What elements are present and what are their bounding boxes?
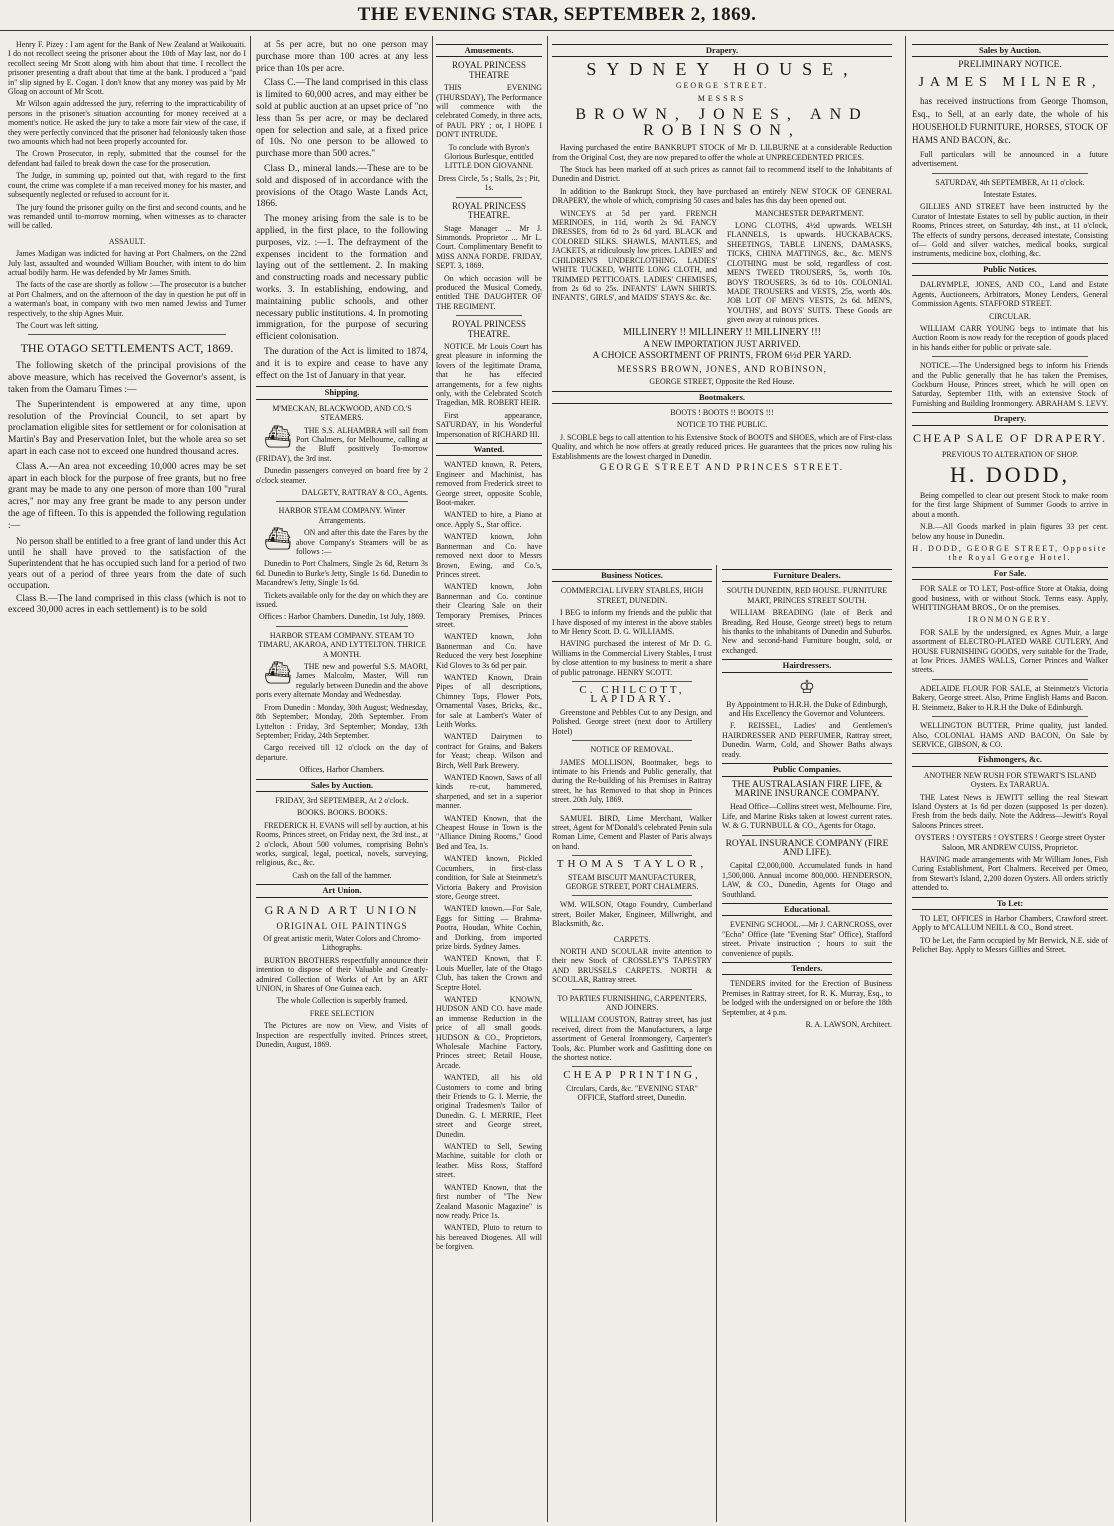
divider (276, 626, 408, 627)
ad-text: ADELAIDE FLOUR FOR SALE, at Steinmetz's Victoria Bakery, George street. Also, Prime English Hams and Bacon. H. Steinmetz, Baker to H.R.H the Duke of Edinburgh. (912, 683, 1108, 712)
ad-signature: DALGETY, RATTRAY & CO., Agents. (301, 487, 428, 497)
ad-text: Dress Circle, 5s ; Stalls, 2s ; Pit, 1s. (438, 173, 540, 193)
ad-text: Tickets available only for the day on which they are issued. (256, 590, 428, 610)
section-heading: Tenders. (722, 962, 892, 975)
steamship-icon: ⛴ (264, 526, 292, 552)
section-heading: Public Companies. (722, 763, 892, 776)
column-rule (905, 36, 906, 1522)
ad-text: TO be Let, the Farm occupied by Mr Berwick, N.E. side of Pelichet Bay. Apply to Messrs Gillies and Street. (912, 935, 1108, 955)
ad-title: H. DODD, (950, 461, 1070, 487)
ad-text: NORTH AND SCOULAR invite attention to their new Stock of CROSSLEY'S TAPESTRY AND BRUSSELS CARPETS. NORTH & SCOULAR, Rattray street. (552, 947, 712, 985)
section-heading: Public Notices. (912, 263, 1108, 276)
ad-subtitle: Intestate Estates. (983, 190, 1037, 200)
ad-title: GRAND ART UNION (264, 902, 420, 917)
ad-text: Full particulars will be announced in a future advertisement. (912, 149, 1108, 169)
ad-title: FREE SELECTION (309, 1008, 375, 1018)
price-list (727, 209, 892, 328)
ad-title: C. CHILCOTT, LAPIDARY. (579, 684, 685, 706)
ad-text: Being compelled to clear out present Stock to make room for the first large Shipment of Summer Goods to arrive in about a month. (912, 490, 1108, 519)
ad-text: On which occasion will be produced the Musical Comedy, entitled THE DAUGHTER OF THE REGIMENT. (436, 273, 542, 311)
divider (572, 855, 692, 856)
price-lists (552, 209, 892, 328)
ad-text: TO LET, OFFICES in Harbor Chambers, Crawford street. Apply to M'CALLUM NEILL & CO., Bond street. (912, 914, 1108, 933)
ad-text: By Appointment to H.R.H. the Duke of Edinburgh, and His Excellency the Governor and Volunteers. (726, 699, 888, 719)
paragraph: The facts of the case are shortly as follow :—The prosecutor is a butcher at Port Chalmers, and on the afternoon of the day in question he put off in a waterman's boat, in company with two men named Jewiss and Turner respectively, to the ship Agnes Muir. (8, 280, 246, 318)
price-list-items: LONG CLOTHS, 4½d upwards. WELSH FLANNELS, 1s upwards. HUCKABACKS, SHEETINGS, TABLE LINENS, DAMASKS, TICKS, CHINA MATTINGS, &c., &c. MEN'S CLOTHING must be sold, regardless of cost. MEN'S TWEED TROUSERS, 5s, worth 10s. BOYS' TROUSERS, 3s 6d to 10s. COLONIAL MADE TROUSERS and VESTS, 25s, worth 40s. JOB LOT OF MEN'S VESTS, 2s 6d. MEN'S, YOUTHS', and BOYS' SUITS. These Goods are given away at ruinous prices. (727, 221, 892, 325)
section-heading: ASSAULT. (108, 236, 146, 246)
divider (932, 173, 1088, 174)
masthead: THE EVENING STAR, SEPTEMBER 2, 1869. (0, 0, 1114, 31)
wanted-ad: WANTED known, John Bannerman and Co. have Reduced the very best Josephine Kid Gloves to 3s 6d per pair. (436, 632, 542, 670)
section-heading: To Let: (912, 897, 1108, 910)
price-list: WINCEYS at 5d per yard. FRENCH MERINOES, in 11d, worth 2s 9d. FANCY DRESSES, from 6d to 2s 6d yard. BLACK and COLORED SILKS. SHAWLS, MANTLES, and JACKETS, at ridiculously low prices. LADIES' and CHILDREN'S UNDERCLOTHING. LADIES' WHITE TUCKED, WHITE LONG CLOTH, and TRIMMED PETTICOATS. LADIES' CHEMISES, from 2s 6d to 25s. INFANTS' LAWN SHIRTS. INFANTS', GIRLS', and MAIDS' STAYS &c. &c. (552, 208, 717, 303)
ad-text: The Stock has been marked off at such prices as cannot fail to recommend itself to the Inhabitants of Dunedin and District. (552, 165, 892, 184)
ad-text: NOTICE. Mr Louis Court has great pleasure in informing the lovers of the legitimate Drama, that he has effected arrangements, for a few nights only, with the Celebrated Scotch Tragedian, MR. ROBERT HEIR. (436, 341, 542, 408)
ad-text: Dunedin passengers conveyed on board free by 2 o'clock steamer. (256, 466, 428, 485)
ad-subtitle: PREVIOUS TO ALTERATION OF SHOP. (942, 449, 1078, 459)
ad-text: Having purchased the entire BANKRUPT STOCK of Mr D. LILBURNE at a considerable Reduction from the Original Cost, they are now prepared to offer the whole at UNPRECEDENTED PRICES. (552, 143, 892, 162)
ad-text: Cargo received till 12 o'clock on the day of departure. (256, 743, 428, 762)
ad-title: CHEAP PRINTING, (563, 1069, 701, 1082)
ad-text: N.B.—All Goods marked in plain figures 33 per cent. below any house in Dunedin. (912, 522, 1108, 541)
ad-subtitle: GEORGE STREET, Opposite the Red House. (649, 377, 795, 387)
ad-text: DALRYMPLE, JONES, AND CO., Land and Estate Agents, Auctioneers, Arbitrators, Money Lenders, General Commission Agents. STAFFORD STREET. (912, 280, 1108, 309)
ad-text: HAVING made arrangements with Mr William Jones, Fish Curing Establishment, Port Chalmers. Received per Omeo, from Stewart's Island, 2,200 dozen Oysters. All orders strictly attended to. (912, 854, 1108, 893)
column-5 (912, 40, 1108, 1520)
ad-title: CHEAP SALE OF DRAPERY. (912, 430, 1108, 445)
column-4b (722, 565, 892, 1520)
ad-text: The whole Collection is superbly framed. (276, 996, 408, 1006)
ad-title: ORIGINAL OIL PAINTINGS (276, 920, 408, 931)
section-heading: For Sale. (912, 567, 1108, 580)
ad-text: NOTICE.—The Undersigned begs to inform his Friends and the Public generally that he has taken the Premises, Cockburn House, Princes street, which he will open on Saturday, September 11th, with an extensive Stock of Furnishing and Building Ironmongery. ABRAHAM S. LEVY. (912, 361, 1108, 408)
paragraph: The Superintendent is empowered at any time, upon resolution of the Provincial Council, to set apart by proclamation eligible sites for settlement or for colonisation at Martin's Bay and Preservation Inlet, but the whole area so set apart in each case not to exceed one hundred thousand acres. (8, 399, 246, 457)
column-rule (716, 565, 717, 1522)
ad-text: WELLINGTON BUTTER, Prime quality, just landed. Also, COLONIAL HAMS AND BACON, On Sale by SERVICE, GIBSON, & CO. (912, 721, 1108, 749)
column-4-top (552, 40, 892, 560)
wanted-ad: WANTED KNOWN, HUDSON AND CO. have made an immense Reduction in the price of all small goods. HUDSON & CO., Proprietors, Wholesale Machine Factory, Princes street; Retail House, Arcade. (436, 994, 542, 1070)
ad-text: FREDERICK H. EVANS will sell by auction, at his Rooms, Princes street, on Friday next, the 3rd inst., at 2 o'clock, About 500 volumes, comprising Bohn's works, surgical, legal, poetical, novels, surveying, religious, &c., &c. (256, 820, 428, 868)
ad-text: ⛴ ON and after this date the Fares by the above Company's Steamers will be as follows :— (256, 528, 428, 556)
section-heading: Wanted. (436, 443, 542, 456)
ad-title: HARBOR STEAM COMPANY. STEAM TO TIMARU, AKAROA, AND LYTTELTON. THRICE A MONTH. (258, 630, 426, 659)
paragraph: The Crown Prosecutor, in reply, submitted that the counsel for the defendant had failed to break down the case for the prosecution. (8, 149, 246, 168)
wanted-ad: WANTED known.—For Sale, Eggs for Sitting — Brahma-Pootra, Houdan, White Cochin, and Dorking, from imported prize birds. Sydney James. (436, 904, 542, 951)
ad-title: ROYAL INSURANCE COMPANY (FIRE AND LIFE). (725, 838, 889, 858)
ad-title: BOOTS ! BOOTS !! BOOTS !!! (670, 407, 774, 417)
ad-text: JAMES MOLLISON, Bootmaker, begs to intimate to his Friends and Public generally, that during the Re-building of his Premises in Rattray street, he has Removed to that shop in Princes street. 20th July, 1869. (552, 757, 712, 805)
ad-text: HAVING purchased the interest of Mr D. G. Williams in the Commercial Livery Stables, I trust by close attention to my business to merit a share of public patronage. HENRY SCOTT. (552, 639, 712, 677)
section-heading: Amusements. (436, 44, 542, 57)
ad-text: WILLIAM BREADING (late of Beck and Breading, Red House, George street) begs to return his thanks to the inhabitants of Dunedin and Suburbs. New and second-hand Furniture bought, sold, or exchanged. (722, 608, 892, 655)
ad-title: HARBOR STEAM COMPANY. Winter Arrangements. (278, 506, 406, 525)
wanted-ad: WANTED, Pluto to return to his bereaved Diogenes. All will be forgiven. (436, 1223, 542, 1252)
wanted-ad: WANTED known, John Bannerman and Co. have removed next door to Messrs Brown, Ewing, and Co.'s, Princes street. (436, 532, 542, 579)
divider (742, 835, 872, 836)
ad-title: SATURDAY, 4th SEPTEMBER, At 11 o'clock. (935, 177, 1085, 187)
ad-title: ROYAL PRINCESS THEATRE. (452, 319, 526, 339)
ad-text: To conclude with Byron's Glorious Burlesque, entitled LITTLE DON GIOVANNI. (444, 142, 534, 171)
column-4a (552, 565, 712, 1520)
divider (572, 895, 692, 896)
section-heading: Drapery. (552, 44, 892, 57)
section-heading: Drapery. (912, 412, 1108, 425)
ad-text: THE Latest News is JEWITT selling the real Stewart Island Oysters at 1s 6d per dozen (supposed 1s per dozen). Fresh from the beds daily. Note the Address—Jewitt's Royal Saloons Princes street. (912, 792, 1108, 830)
paragraph: Class C.—The land comprised in this class is limited to 60,000 acres, and may either be sold at public auction at an upset price of "no less than 5s per acre, or may be declared open for selection and sale, at a fixed price of 10s. No one person to be allowed to purchase more than 500 acres." (256, 78, 428, 160)
paragraph: Class A.—An area not exceeding 10,000 acres may be set apart in each block for the purpose of free grants, but no free grant may be made to any one person of more than 100 "rural acres," nor may any free grant be made to any person under the age of fifteen. To this is appended the following regulation :— (8, 461, 246, 531)
divider (572, 1066, 692, 1067)
section-heading: Art Union. (256, 884, 428, 897)
steamship-icon: ⛴ (264, 423, 292, 449)
ad-text: The Pictures are now on View, and Visits of Inspection are respectfully invited. Princes street, Dunedin, August, 1869. (256, 1021, 428, 1050)
ad-title: THOMAS TAYLOR, (556, 858, 708, 871)
ad-title: BROWN, JONES, AND ROBINSON, (575, 106, 869, 140)
divider (932, 716, 1088, 717)
ad-text: TENDERS invited for the Erection of Business Premises in Rattray street, for R. K. Murray, Esq., to be lodged with the undersigned on or before the 18th September, at 4 p.m. (722, 979, 892, 1017)
column-2 (256, 40, 428, 1520)
paragraph: The Court was left sitting. (16, 320, 99, 330)
ad-title: NOTICE TO THE PUBLIC. (676, 420, 768, 430)
ad-text: FOR SALE or TO LET, Post-office Store at Otakia, doing good business, with or without Stock. Terms easy. Apply, WHITTINGHAM BROS., Or on the premises. (912, 584, 1108, 613)
divider (572, 681, 692, 682)
paragraph: The duration of the Act is limited to 1874, and it is to expire and cease to have any effect on the 1st of January in that year. (256, 346, 428, 381)
ad-text: has received instructions from George Thomson, Esq., to Sell, at an early date, the whole of his HOUSEHOLD FURNITURE, HORSES, STOCK OF HAMS AND BACON, &c. (912, 95, 1108, 145)
section-heading: Sales by Auction. (256, 779, 428, 792)
wanted-ad: WANTED to Sell, Sewing Machine, suitable for cloth or leather. Miss Ross, Stafford street. (436, 1142, 542, 1180)
ad-text: Dunedin to Port Chalmers, Single 2s 6d, Return 3s 6d. Dunedin to Burke's Jetty, Single 1s 6d. Dunedin to Macandrew's Jetty, Single 1s 6d. (256, 559, 428, 588)
wanted-ad: WANTED known, R. Peters, Engineer and Machinist, has removed from Frederick street to George street, opposite Scoble, Boot-maker. (436, 460, 542, 508)
wanted-ad: WANTED, all his old Customers to come and bring their Friends to G. I. Merrie, the original Tradesmen's Tailor of Dunedin. G. I. MERRIE, Fleet street and George street, Dunedin. (436, 1073, 542, 1139)
divider (276, 501, 408, 502)
divider (456, 315, 522, 316)
wanted-ad: WANTED Known, that F. Louis Mueller, late of the Otago Club, has taken the Crown and Sceptre Hotel. (436, 954, 542, 992)
ad-title: THE AUSTRALASIAN FIRE LIFE, & MARINE INSURANCE COMPANY. (731, 779, 883, 799)
ad-subtitle: A NEW IMPORTATION JUST ARRIVED. (643, 338, 801, 349)
ad-title: MESSRS BROWN, JONES, AND ROBINSON, (617, 363, 827, 374)
wanted-ad: WANTED to hire, a Piano at once. Apply S., Star office. (436, 510, 542, 529)
divider (572, 809, 692, 810)
ad-title: ANOTHER NEW RUSH FOR STEWART'S ISLAND Oysters. Ex TARARUA. (923, 770, 1097, 790)
ad-text: J. SCOBLE begs to call attention to his Extensive Stock of BOOTS and SHOES, which are of First-class Quality, and which he now offers at greatly reduced prices. He guarantees that the prices now ruling his Establishments are the lowest charged in Dunedin. (552, 432, 892, 461)
paragraph: The money arising from the sale is to be applied, in the first place, to the following purposes, viz. :—1. The defrayment of the expenses incident to the formation and laying out of the settlement. 2. In making and constructing roads and necessary public works. 3. In establishing, endowing, and maintaining public schools, and other necessary public institutions. 4. In promoting immigration, for the purpose of securing efficient colonisation. (256, 214, 428, 343)
ad-text: WM. WILSON, Otago Foundry, Cumberland street, Boiler Maker, Engineer, Millwright, and Blacksmith, &c. (552, 900, 712, 929)
section-heading: Bootmakers. (552, 391, 892, 404)
divider (456, 197, 522, 198)
ad-text: FOR SALE by the undersigned, ex Agnes Muir, a large assortment of ELECTRO-PLATED WARE CUTLERY, And HOUSE FURNISHING GOODS, very suitable for the Trade, at low Prices. JAMES WALLS, Corner Princes and Walker streets. (912, 627, 1108, 675)
ad-text: Of great artistic merit, Water Colors and Chromo-Lithographs. (263, 934, 421, 953)
ad-subtitle: STEAM BISCUIT MANUFACTURER, GEORGE STREET, PORT CHALMERS. (565, 872, 699, 891)
ad-subtitle: Circulars, Cards, &c. "EVENING STAR" OFFICE, Stafford street, Dunedin. (566, 1083, 698, 1103)
ad-text: ⛴ THE new and powerful S.S. MAORI, James Malcolm, Master, Will run regularly between Dunedin and the above ports every alternate Monday and Wednesday. (256, 660, 428, 700)
ad-text: F. REISSEL, Ladies' and Gentlemen's HAIRDRESSER AND PERFUMER, Rattray street, Dunedin. Warm, Cold, and Shower Baths always ready. (722, 721, 892, 759)
ad-title: M'MECKAN, BLACKWOOD, AND CO.'S STEAMERS. (272, 403, 412, 423)
ad-title: TO PARTIES FURNISHING, CARPENTERS, AND JOINERS. (557, 993, 707, 1013)
ad-text: THIS EVENING (THURSDAY), The Performance will commence with the celebrated Comedy, in three acts, of PAUL PRY ; or, I HOPE I DON'T INTRUDE. (436, 83, 542, 140)
ad-title: ROYAL PRINCESS THEATRE (452, 60, 526, 80)
section-heading: Furniture Dealers. (722, 569, 892, 582)
ad-text: GILLIES AND STREET have been instructed by the Curator of Intestate Estates to sell by public auction, in their Rooms, Princes street, on Saturday, 4th inst., at 11 o'clock, The effects of sundry persons, deceased intestate, Consisting of— Gold and silver watches, medical books, surgical instruments, medicine box, clothing, &c. (912, 202, 1108, 259)
wanted-ad: WANTED Known, that the Cheapest House in Town is the "Alliance Dining Rooms," Good Bed and Tea, 1s. (436, 813, 542, 851)
ad-signature: H. DODD, GEORGE STREET, Opposite the Royal George Hotel. (912, 544, 1108, 563)
ad-text: Greenstone and Pebbles Cut to any Design, and Polished. George street (next door to Artillery Hotel) (552, 707, 712, 736)
divider (932, 356, 1088, 357)
list-heading: MANCHESTER DEPARTMENT. (755, 208, 864, 218)
paragraph: The Judge, in summing up, pointed out that, with regard to the first count, the crime was complete if a man received money for his master, and subsequently neglected or refused to account for it. (8, 171, 246, 200)
ad-signature: R. A. LAWSON, Architect. (805, 1020, 892, 1030)
ad-title: JAMES MILNER, (918, 74, 1102, 90)
ad-title: ROYAL PRINCESS THEATRE. (452, 200, 526, 221)
ad-title: MILLINERY !! MILLINERY !! MILLINERY !!! (622, 326, 821, 338)
ad-title: OYSTERS ! OYSTERS ! OYSTERS ! George street Oyster Saloon, MR ANDREW CUISS, Proprietor. (914, 833, 1106, 852)
ad-text: I BEG to inform my friends and the public that I have disposed of my interest in the above stables to Mr Henry Scott. D. G. WILLIAMS. (552, 608, 712, 637)
ad-text: Stage Manager ... Mr J. Simmonds. Proprietor ... Mr L. Court. Complimentary Benefit to MISS ANNA FORDE. FRIDAY, SEPT. 3, 1869. (436, 223, 542, 271)
paragraph: Class B.—The land comprised in this class (which is not to exceed 30,000 acres in each settlement) is to be sold (8, 593, 246, 616)
column-rule (547, 36, 548, 1522)
ad-title: NOTICE OF REMOVAL. (590, 745, 674, 755)
section-heading: Fishmongers, &c. (912, 753, 1108, 766)
paragraph: The following sketch of the principal provisions of the above measure, which has received the Governor's assent, is taken from the Oamaru Times :— (8, 361, 246, 395)
paragraph: James Madigan was indicted for having at Port Chalmers, on the 22nd July last, assaulted and wounded William Boucher, with intent to do him actual bodily harm. He was defended by Mr James Smith. (8, 249, 246, 277)
ad-title: COMMERCIAL LIVERY STABLES, HIGH STREET, DUNEDIN. (560, 586, 704, 605)
ad-title: FRIDAY, 3rd SEPTEMBER, At 2 o'clock. (275, 795, 409, 805)
section-heading: Educational. (722, 903, 892, 916)
ad-subtitle: MESSRS (697, 93, 747, 103)
ad-text: First appearance, SATURDAY, in his Wonderful Impersonation of RICHARD III. (436, 410, 542, 439)
wanted-ad: WANTED Known, Saws of all kinds re-cut, hammered, sharpened, and set in a superior manner. (436, 773, 542, 811)
ad-subtitle: GEORGE STREET. (675, 81, 769, 91)
wanted-ad: WANTED Known, that the first number of "The New Zealand Masonic Magazine" is now ready. Price 1s. (436, 1182, 542, 1220)
ad-text: WILLIAM CARR YOUNG begs to intimate that his Auction Room is now ready for the reception of goods placed in his hands either for public or private sale. (912, 323, 1108, 352)
column-1 (8, 40, 246, 1520)
ad-text: ⛴ THE S.S. ALHAMBRA will sail from Port Chalmers, for Melbourne, calling at the Bluff positively To-morrow (FRIDAY), the 3rd inst. (256, 423, 428, 463)
section-heading: Business Notices. (552, 569, 712, 582)
ad-text: EVENING SCHOOL.—Mr J. CARNCROSS, over "Echo" Office (late "Evening Star" Office), Stafford street. Private instruction ; hours to suit the convenience of pupils. (722, 920, 892, 958)
section-heading: Hairdressers. (722, 659, 892, 672)
column-3 (436, 40, 542, 1520)
divider (28, 334, 226, 335)
ad-text: Cash on the fall of the hammer. (292, 870, 392, 880)
ad-title: SYDNEY HOUSE, (586, 59, 858, 80)
wanted-ad: WANTED Dairymen to contract for Grains, and Bakers for Yeast; cheap. Wilson and Birch, Well Park Brewery. (436, 732, 542, 770)
column-rule (432, 36, 433, 1522)
ad-text: Head Office—Collins street west, Melbourne. Fire, Life, and Marine Risks taken at lowest current rates. W. & G. TURNBULL & CO., Agents for Otago. (722, 802, 892, 831)
section-heading: Shipping. (256, 386, 428, 399)
paragraph: at 5s per acre, but no one person may purchase more than 100 acres at any less price than 10s per acre. (256, 40, 428, 74)
paragraph: Henry F. Pizey : I am agent for the Bank of New Zealand at Waikouaiti. I do not recollect seeing the prisoner about the 10th of May last, nor do I recollect seeing Mr Scott along with him about that time. I recollect the prisoner presenting a draft about that time at the bank. I produced a "paid in" slip signed by E. Cogan. I don't know that any money was paid by Mr Gloag on account of Mr Scott. (8, 40, 246, 97)
paragraph: No person shall be entitled to a free grant of land under this Act until he shall have proved to the satisfaction of the Superintendent that he has occupied such land for a period of two years out of a period of three years from the date of such occupation. (8, 535, 246, 590)
section-heading: Sales by Auction. (912, 44, 1108, 57)
ad-title: PRELIMINARY NOTICE. (958, 60, 1062, 71)
paragraph: Class D., mineral lands.—These are to be sold and disposed of in accordance with the provisions of the Otago Waste Lands Act, 1866. (256, 163, 428, 210)
ad-text: BURTON BROTHERS respectfully announce their intention to dispose of their Valuable and Greatly-admired Collection of Works of Art by an ART UNION, in Shares of One Guinea each. (256, 955, 428, 994)
wanted-ad: WANTED known, Pickled Cucumbers, in first-class condition, for Sale at Steinmetz's Victoria Bakery and Provision store, George street. (436, 854, 542, 901)
divider (932, 679, 1088, 680)
column-rule (250, 36, 251, 1522)
ad-signature: Offices, Harbor Chambers. (299, 765, 385, 775)
ad-text: In addition to the Bankrupt Stock, they have purchased an entirely NEW STOCK OF GENERAL DRAPERY, the whole of which, comprising 50 cases and bales has this day been opened out. (552, 186, 892, 206)
ad-text: WILLIAM COUSTON, Rattray street, has just received, direct from the Manufacturers, a large assortment of General Ironmongery, Carpenter's Tools, &c. Plumber work and Gasfitting done on the shortest notice. (552, 1015, 712, 1063)
steamship-icon: ⛴ (264, 660, 292, 686)
ad-signature: Offices : Harbor Chambers. Dunedin, 1st July, 1869. (258, 612, 426, 622)
royal-crest-icon: ♔ (798, 676, 816, 697)
ad-title: BOOKS. BOOKS. BOOKS. (296, 808, 388, 818)
article-title: THE OTAGO SETTLEMENTS ACT, 1869. (20, 341, 234, 356)
paragraph: The jury found the prisoner guilty on the first and second counts, and he was remanded until to-morrow morning, when witnesses as to character will be called. (8, 202, 246, 231)
wanted-ad: WANTED Known, Drain Pipes of all descriptions, Chimney Tops, Flower Pots, Ornamental Vases, Bricks, &c., for sale at Lambert's Water of Leith Works. (436, 672, 542, 729)
divider (572, 989, 692, 990)
ad-text: Capital £2,000,000. Accumulated funds in hand 1,500,000. Annual income 800,000. HENDERSON, LAW, & CO., Dunedin, Agents for Otago and Southland. (722, 861, 892, 899)
ad-title: CARPETS. (613, 934, 651, 944)
ad-text: From Dunedin : Monday, 30th August; Wednesday, 8th September; Monday, 20th September. From Lyttelton : Friday, 3rd September; Monday, 13th September; Friday, 24th September. (256, 702, 428, 740)
divider (572, 740, 692, 741)
ad-title: SOUTH DUNEDIN, RED HOUSE. FURNITURE MART, PRINCES STREET SOUTH. (726, 586, 888, 605)
wanted-ad: WANTED known, John Bannerman and Co. continue their Clearing Sale on their Temporary Premises, Princes street. (436, 582, 542, 629)
ad-title: A CHOICE ASSORTMENT OF PRINTS, FROM 6½d PER YARD. (592, 351, 852, 362)
paragraph: Mr Wilson again addressed the jury, referring to the impracticability of persons in the prisoner's situation accounting for money received at a moment's notice. He asked the jury to take a more fair view of the case, if they were perfectly convinced that the prisoner had feloniously taken those two amounts which had not been properly accounted for. (8, 99, 246, 147)
ad-title: GEORGE STREET AND PRINCES STREET. (599, 463, 845, 473)
ad-text: SAMUEL BIRD, Lime Merchant, Walker street, Agent for M'Donald's celebrated Penin sula Roman Lime, Cement and Plaster of Paris always on hand. (552, 813, 712, 851)
ad-title: IRONMONGERY. (968, 615, 1052, 625)
ad-title: CIRCULAR. (989, 311, 1031, 321)
